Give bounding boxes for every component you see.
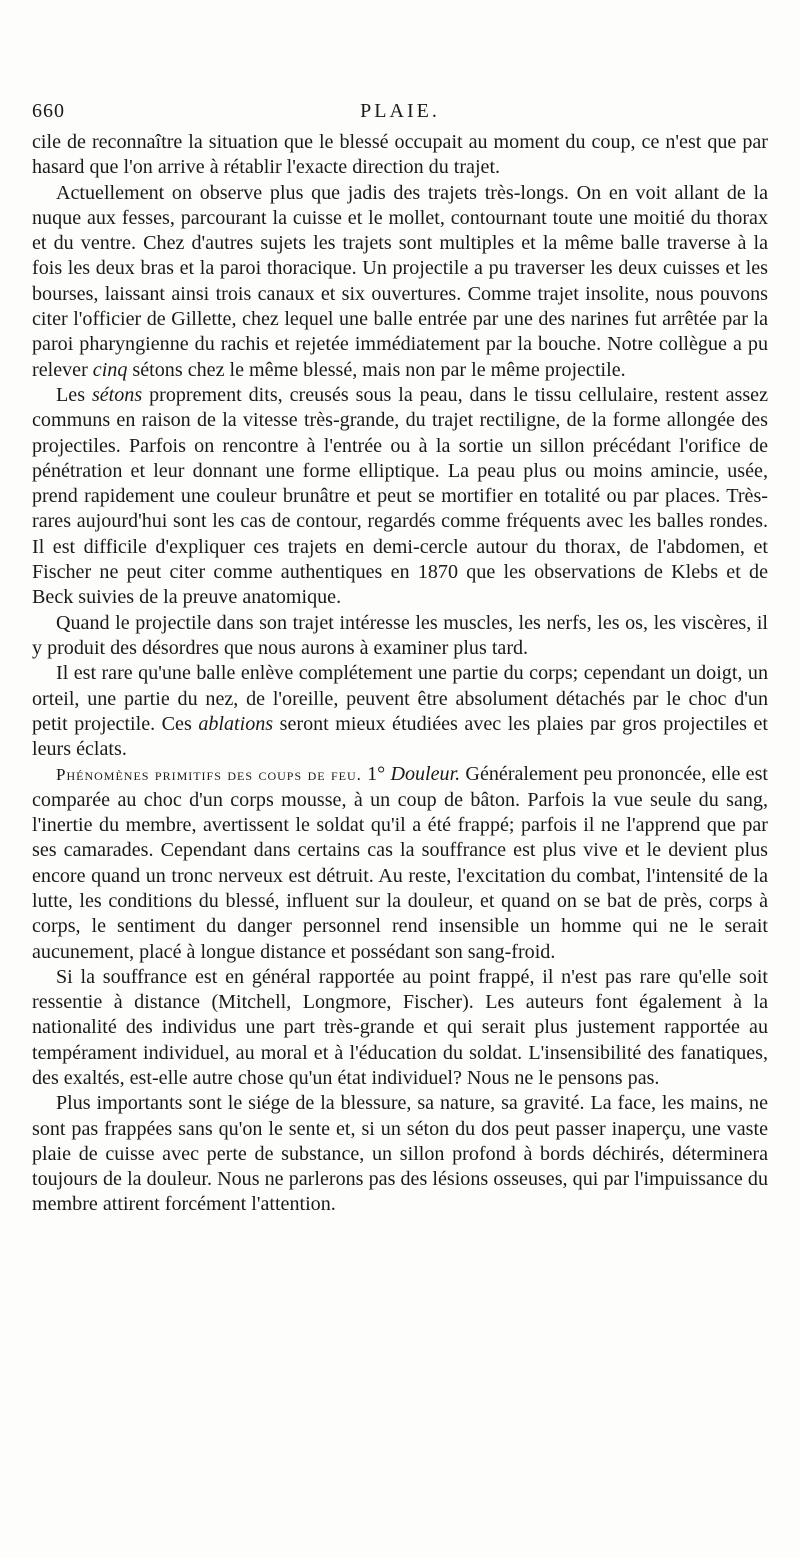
section-heading: Phénomènes primitifs des coups de feu. [56,765,362,785]
paragraph: Les sétons proprement dits, creusés sous la peau, dans le tissu cellulaire, restent assez communs en raison de la vitesse très-grande, du trajet rectiligne, de la forme allongée des projectiles. Parfois on rencontre à l'entrée ou à la sortie un sillon précédant l'orifice de pénétration et leur donnant une forme elliptique. La peau plus ou moins amincie, usée, prend rapidement une couleur brunâtre et peut se mortifier en totalité ou par places. Très-rares aujourd'hui sont les cas de contour, regardés comme fréquents avec les balles rondes. Il est difficile d'expliquer ces trajets en demi-cercle autour du thorax, de l'abdomen, et Fischer ne peut citer comme authentiques en 1870 que les observations de Klebs et de Beck suivies de la preuve anatomique. [32,383,769,609]
paragraph: Actuellement on observe plus que jadis des trajets très-longs. On en voit allant de la nuque aux fesses, parcourant la cuisse et le mollet, contournant toute une moitié du thorax et du ventre. Chez d'autres sujets les trajets sont multiples et la même balle traverse à la fois les deux bras et la paroi thoracique. Un projectile a pu traverser les deux cuisses et les bourses, laissant ainsi trois canaux et six ouvertures. Comme trajet insolite, nous pouvons citer l'officier de Gillette, chez lequel une balle entrée par une des narines fut arrêtée par la paroi pharyngienne du rachis et rejetée immédiatement par la bouche. Notre collègue a pu relever cinq sétons chez le même blessé, mais non par le même projectile. [32,181,768,381]
paragraph: Quand le projectile dans son trajet intéresse les muscles, les nerfs, les os, les viscères, il y produit des désordres que nous aurons à examiner plus tard. [32,611,768,659]
paragraph: Phénomènes primitifs des coups de feu. 1° Douleur. Généralement peu prononcée, elle est comparée au choc d'un corps mousse, à un coup de bâton. Parfois la vue seule du sang, l'inertie du membre, avertissent le soldat qu'il a été frappé; parfois il ne l'apprend que par ses camarades. Cependant dans certains cas la souffrance est plus vive et le devient plus encore quand un tronc nerveux est détruit. Au reste, l'excitation du combat, l'intensité de la lutte, les conditions du blessé, influent sur la douleur, et quand on se bat de près, corps à corps, le sentiment du danger personnel rend insensible un homme qui ne le serait aucunement, placé à longue distance et possédant son sang-froid. [32,763,768,963]
page-number: 660 [32,100,65,122]
paragraph: Plus importants sont le siége de la blessure, sa nature, sa gravité. La face, les mains, ne sont pas frappées sans qu'on le sente et, si un séton du dos peut passer inaperçu, une vaste plaie de cuisse avec perte de substance, un sillon profond à bords déchirés, déterminera toujours de la douleur. Nous ne parlerons pas des lésions osseuses, qui par l'impuissance du membre attirent forcément l'attention. [32,1092,768,1216]
running-title: PLAIE. [360,100,440,122]
paragraph: cile de reconnaître la situation que le blessé occupait au moment du coup, ce n'est que par hasard que l'on arrive à rétablir l'exacte direction du trajet. [32,131,768,179]
body-text [32,130,768,1218]
paragraph: Si la souffrance est en général rapportée au point frappé, il n'est pas rare qu'elle soit ressentie à distance (Mitchell, Longmore, Fischer). Les auteurs font également à la nationalité des individus une part très-grande et qui serait plus justement rapportée au tempérament individuel, au moral et à l'éducation du soldat. L'insensibilité des fanatiques, des exaltés, est-elle autre chose qu'un état individuel? Nous ne le pensons pas. [32,965,768,1089]
page-header [32,96,768,126]
paragraph: Il est rare qu'une balle enlève complétement une partie du corps; cependant un doigt, un orteil, une partie du nez, de l'oreille, peuvent être absolument détachés par le choc d'un petit projectile. Ces ablations seront mieux étudiées avec les plaies par gros projectiles et leurs éclats. [32,662,768,761]
